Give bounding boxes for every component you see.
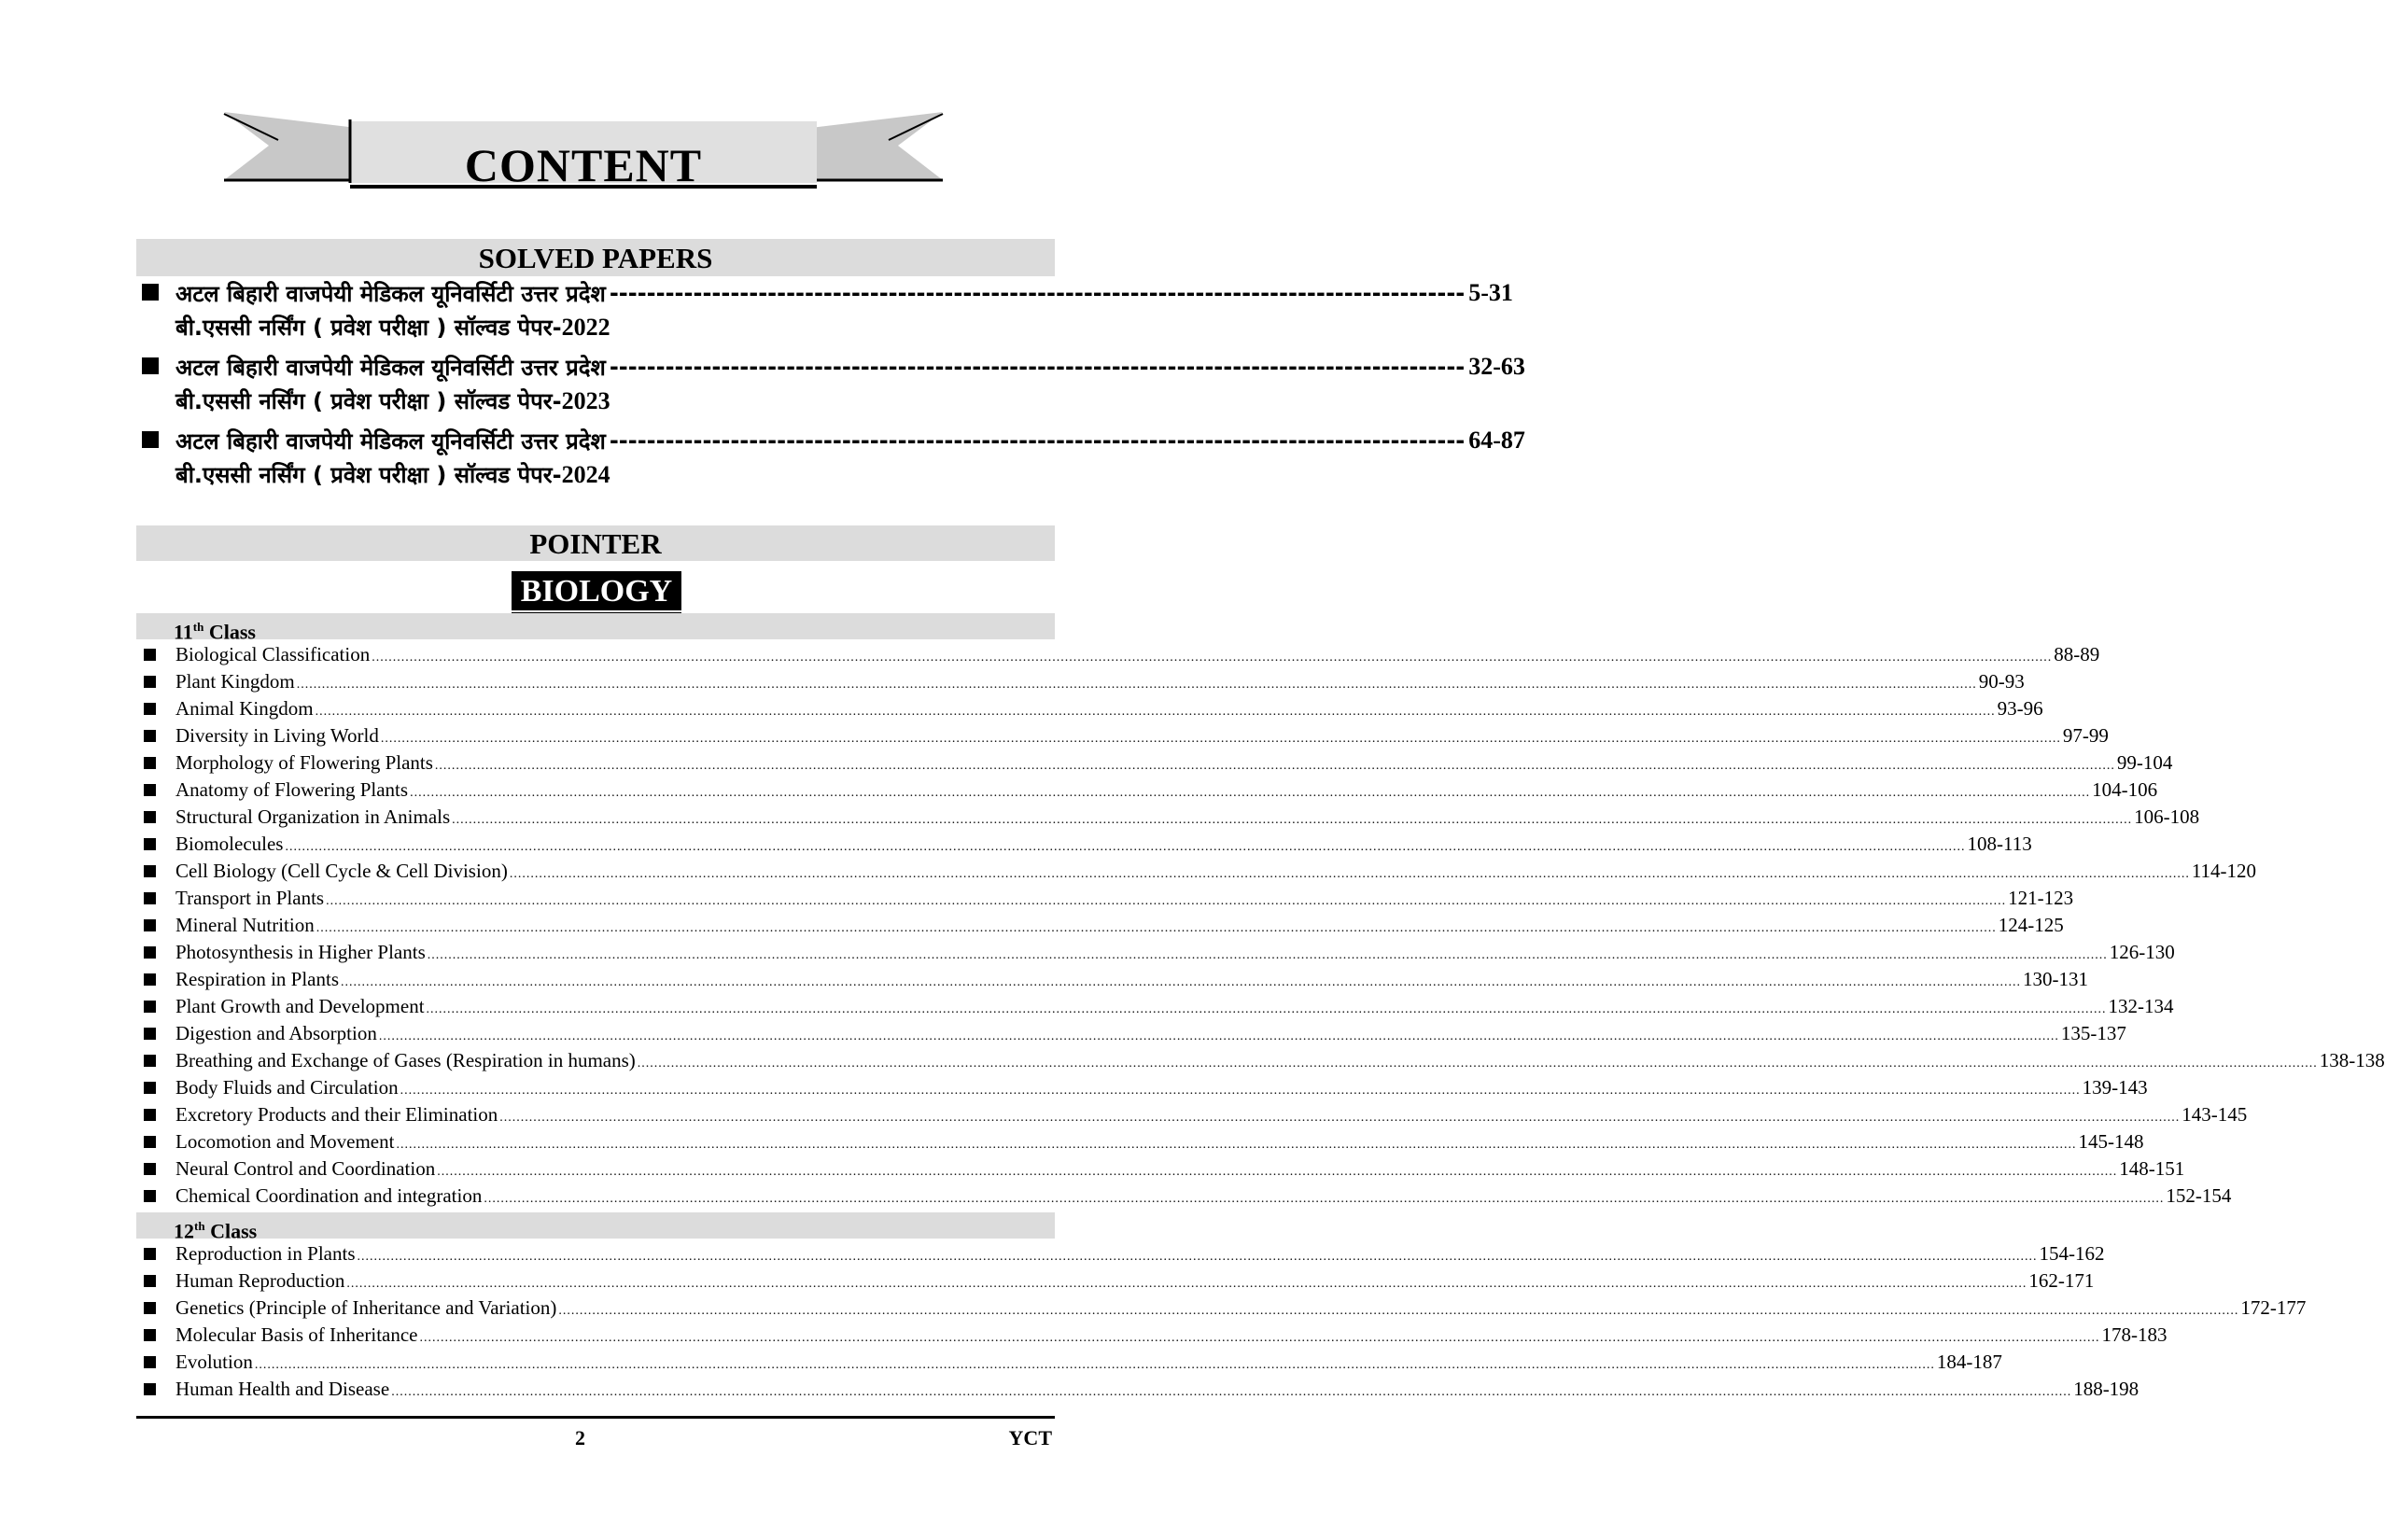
square-bullet-icon	[144, 1109, 156, 1121]
toc-entry	[140, 749, 2173, 777]
square-bullet-icon	[142, 431, 159, 448]
square-bullet-icon	[144, 1163, 156, 1175]
dot-leader: ................................................................................................................................................................................................................................................................................................................................................................................................................	[254, 1357, 1935, 1372]
square-bullet-icon	[144, 919, 156, 931]
topic-name: Human Health and Disease	[175, 1378, 390, 1400]
topic-pages: 93-96	[1997, 697, 2043, 720]
toc-entry	[140, 695, 2043, 722]
topic-pages: 99-104	[2116, 751, 2173, 774]
topic-pages: 121-123	[2008, 887, 2074, 909]
topic-name: Transport in Plants	[175, 887, 325, 909]
dot-leader: ................................................................................................................................................................................................................................................................................................................................................................................................................	[357, 1249, 2038, 1264]
topic-pages: 154-162	[2039, 1242, 2105, 1265]
dot-leader: ................................................................................................................................................................................................................................................................................................................................................................................................................	[326, 893, 2007, 908]
toc-entry	[140, 912, 2064, 939]
dot-leader: ................................................................................................................................................................................................................................................................................................................................................................................................................	[434, 758, 2115, 773]
toc-entry	[140, 722, 2109, 749]
topic-pages: 178-183	[2101, 1323, 2168, 1346]
topic-pages: 162-171	[2028, 1269, 2095, 1292]
square-bullet-icon	[144, 946, 156, 959]
class-suffix: th	[192, 620, 204, 634]
toc-entry	[140, 1128, 2144, 1155]
footer-divider	[136, 1416, 1055, 1419]
square-bullet-icon	[144, 838, 156, 850]
publisher-brand: YCT	[1008, 1426, 1052, 1449]
topic-pages: 88-89	[2054, 643, 2100, 665]
paper-year: 2023	[561, 387, 610, 414]
square-bullet-icon	[144, 811, 156, 823]
square-bullet-icon	[144, 1055, 156, 1067]
topic-name: Chemical Coordination and integration	[175, 1184, 483, 1207]
dash-leader: --------------------------------------------------------------------------------------------	[609, 280, 1466, 306]
topic-pages: 124-125	[1998, 914, 2064, 936]
dot-leader: ................................................................................................................................................................................................................................................................................................................................................................................................................	[341, 974, 2021, 989]
square-bullet-icon	[144, 757, 156, 769]
paper-title: अटल बिहारी वाजपेयी मेडिकल यूनिवर्सिटी उत्तर प्रदेश	[175, 427, 606, 455]
toc-entry	[140, 831, 2032, 858]
topic-pages: 108-113	[1967, 833, 2032, 855]
solved-papers-heading: SOLVED PAPERS	[136, 239, 1055, 276]
paper-pages: 64-87	[1468, 427, 1525, 454]
topic-name: Genetics (Principle of Inheritance and Variation)	[175, 1296, 557, 1319]
topic-name: Morphology of Flowering Plants	[175, 751, 433, 774]
dot-leader: ................................................................................................................................................................................................................................................................................................................................................................................................................	[372, 650, 2053, 665]
topic-name: Structural Organization in Animals	[175, 805, 451, 828]
dot-leader: ................................................................................................................................................................................................................................................................................................................................................................................................................	[378, 1029, 2059, 1043]
paper-year: 2022	[561, 314, 610, 341]
subject-title: BIOLOGY	[512, 571, 681, 610]
class-suffix: th	[194, 1219, 205, 1233]
class-number: 12	[174, 1219, 194, 1243]
square-bullet-icon	[144, 1136, 156, 1148]
content-banner	[224, 112, 943, 205]
toc-entry	[140, 1047, 2385, 1074]
square-bullet-icon	[144, 1248, 156, 1260]
topic-name: Mineral Nutrition	[175, 914, 315, 936]
paper-pages: 32-63	[1468, 353, 1525, 380]
topic-name: Human Reproduction	[175, 1269, 345, 1292]
toc-entry	[140, 668, 2025, 695]
topic-name: Breathing and Exchange of Gases (Respiration in humans)	[175, 1049, 636, 1071]
dot-leader: ................................................................................................................................................................................................................................................................................................................................................................................................................	[499, 1110, 2181, 1125]
dot-leader: ................................................................................................................................................................................................................................................................................................................................................................................................................	[427, 947, 2108, 962]
dot-leader: ................................................................................................................................................................................................................................................................................................................................................................................................................	[346, 1276, 2027, 1291]
topic-name: Cell Biology (Cell Cycle & Cell Division)	[175, 860, 508, 882]
class-label: Class	[208, 620, 256, 644]
topic-pages: 188-198	[2073, 1378, 2139, 1400]
dot-leader: ................................................................................................................................................................................................................................................................................................................................................................................................................	[419, 1330, 2100, 1345]
toc-entry	[140, 1295, 2307, 1322]
dash-leader: --------------------------------------------------------------------------------------------	[609, 354, 1466, 380]
page-title: CONTENT	[464, 139, 703, 191]
dot-leader: ................................................................................................................................................................................................................................................................................................................................................................................................................	[426, 1001, 2107, 1016]
topic-name: Digestion and Absorption	[175, 1022, 377, 1044]
square-bullet-icon	[144, 1302, 156, 1314]
toc-entry	[140, 1020, 2126, 1047]
square-bullet-icon	[144, 730, 156, 742]
dot-leader: ................................................................................................................................................................................................................................................................................................................................................................................................................	[637, 1056, 2318, 1071]
topic-pages: 104-106	[2092, 778, 2158, 801]
dot-leader: ................................................................................................................................................................................................................................................................................................................................................................................................................	[315, 704, 1996, 719]
topic-pages: 106-108	[2134, 805, 2200, 828]
square-bullet-icon	[142, 357, 159, 374]
class-label: Class	[210, 1219, 258, 1243]
topic-name: Reproduction in Plants	[175, 1242, 356, 1265]
topic-pages: 184-187	[1936, 1351, 2002, 1373]
dot-leader: ................................................................................................................................................................................................................................................................................................................................................................................................................	[296, 677, 1977, 692]
topic-name: Anatomy of Flowering Plants	[175, 778, 409, 801]
dot-leader: ................................................................................................................................................................................................................................................................................................................................................................................................................	[396, 1137, 2077, 1152]
topic-pages: 143-145	[2182, 1103, 2248, 1126]
square-bullet-icon	[144, 865, 156, 877]
dot-leader: ................................................................................................................................................................................................................................................................................................................................................................................................................	[509, 866, 2190, 881]
toc-entry	[140, 1074, 2148, 1101]
dot-leader: ................................................................................................................................................................................................................................................................................................................................................................................................................	[410, 785, 2091, 800]
class-number: 11	[174, 620, 193, 644]
square-bullet-icon	[144, 1356, 156, 1368]
paper-year: 2024	[561, 461, 610, 488]
square-bullet-icon	[144, 676, 156, 688]
toc-entry	[140, 1240, 2105, 1267]
pointer-heading: POINTER	[136, 525, 1055, 561]
toc-entry	[140, 1322, 2168, 1349]
dot-leader: ................................................................................................................................................................................................................................................................................................................................................................................................................	[316, 920, 1997, 935]
topic-pages: 114-120	[2191, 860, 2257, 882]
paper-subtitle: बी.एससी नर्सिंग ( प्रवेश परीक्षा ) सॉल्वड पेपर-	[175, 315, 562, 341]
topic-name: Plant Growth and Development	[175, 995, 425, 1017]
square-bullet-icon	[144, 649, 156, 661]
paper-title: अटल बिहारी वाजपेयी मेडिकल यूनिवर्सिटी उत्तर प्रदेश	[175, 280, 606, 307]
toc-entry	[140, 966, 2088, 993]
dot-leader: ................................................................................................................................................................................................................................................................................................................................................................................................................	[484, 1191, 2165, 1206]
toc-entry	[140, 885, 2074, 912]
toc-entry	[140, 858, 2257, 885]
dot-leader: ................................................................................................................................................................................................................................................................................................................................................................................................................	[437, 1164, 2118, 1179]
class-12-heading	[136, 1212, 1055, 1243]
dot-leader: ................................................................................................................................................................................................................................................................................................................................................................................................................	[452, 812, 2133, 827]
dot-leader: ................................................................................................................................................................................................................................................................................................................................................................................................................	[380, 731, 2061, 746]
class-11-heading	[136, 613, 1055, 644]
paper-title: अटल बिहारी वाजपेयी मेडिकल यूनिवर्सिटी उत्तर प्रदेश	[175, 354, 606, 381]
square-bullet-icon	[144, 1190, 156, 1202]
topic-pages: 145-148	[2078, 1130, 2144, 1153]
topic-pages: 126-130	[2109, 941, 2175, 963]
toc-entry	[140, 1183, 2232, 1210]
topic-name: Body Fluids and Circulation	[175, 1076, 399, 1099]
toc-entry	[140, 1101, 2248, 1128]
dot-leader: ................................................................................................................................................................................................................................................................................................................................................................................................................	[285, 839, 1966, 854]
class-12-topic-list	[140, 1240, 2307, 1403]
toc-entry	[140, 939, 2175, 966]
square-bullet-icon	[142, 284, 159, 301]
dot-leader: ................................................................................................................................................................................................................................................................................................................................................................................................................	[391, 1384, 2072, 1399]
square-bullet-icon	[144, 1275, 156, 1287]
topic-pages: 132-134	[2108, 995, 2174, 1017]
dot-leader: ................................................................................................................................................................................................................................................................................................................................................................................................................	[400, 1083, 2081, 1098]
toc-entry	[140, 1349, 2002, 1376]
class-11-topic-list	[140, 641, 2385, 1210]
topic-name: Biomolecules	[175, 833, 284, 855]
dash-leader: --------------------------------------------------------------------------------------------	[609, 427, 1466, 454]
square-bullet-icon	[144, 1383, 156, 1395]
toc-entry	[140, 1267, 2095, 1295]
topic-name: Plant Kingdom	[175, 670, 295, 693]
page-number: 2	[575, 1426, 585, 1449]
paper-pages: 5-31	[1468, 279, 1513, 306]
topic-name: Excretory Products and their Elimination	[175, 1103, 498, 1126]
topic-name: Molecular Basis of Inheritance	[175, 1323, 418, 1346]
dot-leader: ................................................................................................................................................................................................................................................................................................................................................................................................................	[558, 1303, 2239, 1318]
paper-subtitle: बी.एससी नर्सिंग ( प्रवेश परीक्षा ) सॉल्वड पेपर-	[175, 462, 562, 488]
topic-pages: 148-151	[2119, 1157, 2185, 1180]
topic-name: Neural Control and Coordination	[175, 1157, 436, 1180]
square-bullet-icon	[144, 1329, 156, 1341]
square-bullet-icon	[144, 784, 156, 796]
topic-pages: 130-131	[2023, 968, 2088, 990]
topic-pages: 97-99	[2062, 724, 2109, 747]
toc-entry	[140, 641, 2100, 668]
topic-name: Evolution	[175, 1351, 253, 1373]
toc-entry	[140, 1155, 2185, 1183]
square-bullet-icon	[144, 1001, 156, 1013]
toc-entry	[140, 777, 2158, 804]
square-bullet-icon	[144, 1082, 156, 1094]
topic-name: Photosynthesis in Higher Plants	[175, 941, 426, 963]
topic-name: Locomotion and Movement	[175, 1130, 395, 1153]
toc-entry	[140, 1376, 2139, 1403]
square-bullet-icon	[144, 892, 156, 904]
topic-pages: 90-93	[1978, 670, 2025, 693]
square-bullet-icon	[144, 973, 156, 986]
toc-entry	[140, 804, 2200, 831]
topic-name: Respiration in Plants	[175, 968, 339, 990]
square-bullet-icon	[144, 703, 156, 715]
topic-pages: 172-177	[2240, 1296, 2307, 1319]
topic-pages: 138-138	[2319, 1049, 2385, 1071]
topic-pages: 139-143	[2082, 1076, 2148, 1099]
toc-entry	[140, 993, 2174, 1020]
topic-name: Animal Kingdom	[175, 697, 314, 720]
paper-subtitle: बी.एससी नर्सिंग ( प्रवेश परीक्षा ) सॉल्वड पेपर-	[175, 388, 562, 414]
topic-pages: 135-137	[2060, 1022, 2126, 1044]
topic-name: Biological Classification	[175, 643, 371, 665]
topic-name: Diversity in Living World	[175, 724, 379, 747]
square-bullet-icon	[144, 1028, 156, 1040]
topic-pages: 152-154	[2166, 1184, 2232, 1207]
